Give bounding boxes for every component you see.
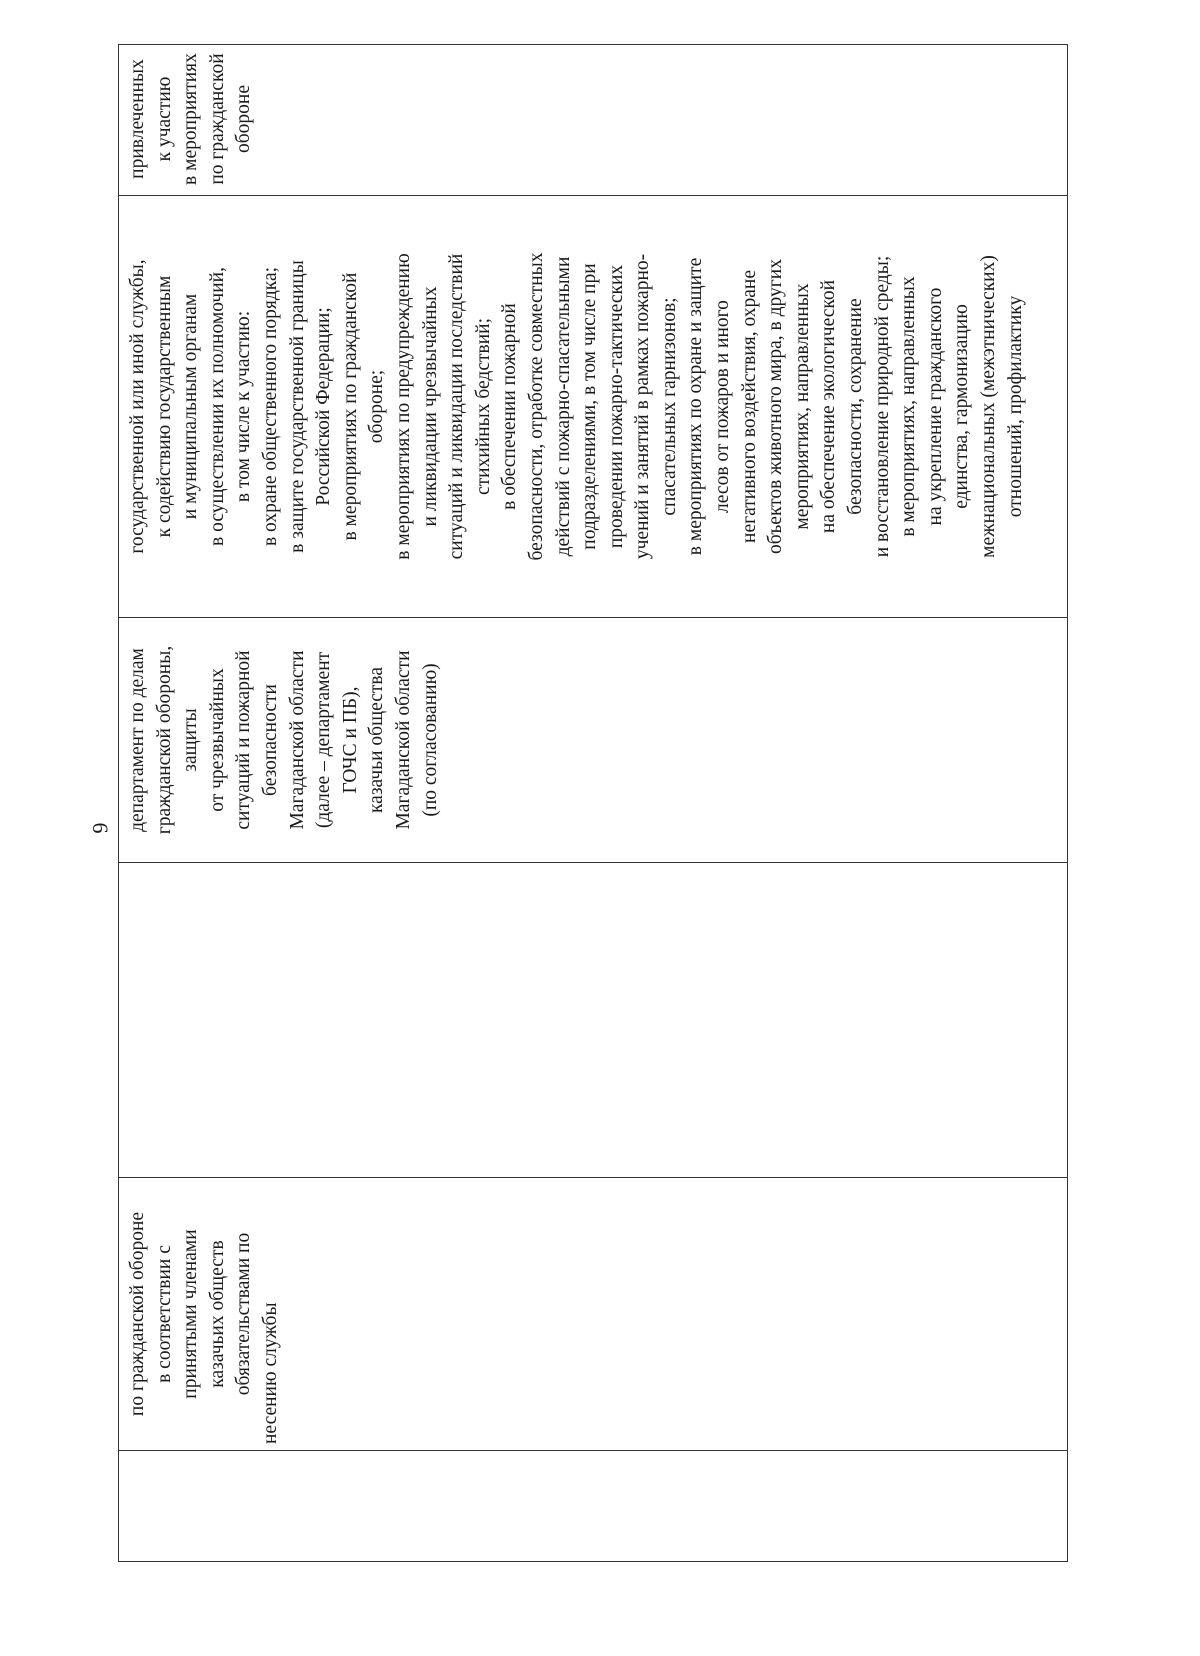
table-cell-line: действий с пожарно-спасательными [552, 256, 574, 557]
table-cell-line: ситуаций и ликвидации последствий [446, 253, 468, 560]
table-cell-line: в мероприятиях по охране и защите [685, 257, 707, 556]
table-cell-line: обязательствами по [233, 1232, 255, 1396]
table-cell-line: защиты [180, 708, 202, 772]
table-cell-line: объектов животного мира, в других [765, 259, 787, 554]
table-cell-line: лесов от пожаров и иного [712, 300, 734, 513]
table-cell-line: ГОЧС и ПБ), [339, 686, 361, 794]
table-cell-line: в том числе к участию: [233, 310, 255, 503]
table-cell-line: Российской Федерации; [313, 307, 335, 506]
table-cell-line: Магаданской области [392, 650, 414, 830]
table-cell-line: на обеспечение экологической [818, 279, 840, 534]
page-number: 6 [88, 822, 113, 834]
table-column-6 [119, 43, 1067, 196]
table-cell-line: по гражданской обороне [127, 1211, 148, 1417]
table-cell-line: в осуществлении их полномочий, [206, 267, 228, 546]
table-cell-line: безопасности, отработке совместных [525, 252, 547, 561]
table-cell-line: негативного воздействия, охране [738, 270, 760, 543]
table-cell-line: от чрезвычайных [206, 668, 228, 812]
table-cell-line: Магаданской области [286, 650, 308, 830]
table-cell-line: и ликвидации чрезвычайных [419, 286, 441, 527]
table-column-5 [119, 196, 1067, 618]
table-cell-line: несению службы [259, 1302, 281, 1444]
table-cell-line: в защите государственной границы [286, 260, 308, 553]
table-column-3 [119, 863, 1067, 1178]
table-cell-line: в мероприятиях по гражданской [339, 272, 361, 541]
rotated-table [118, 44, 1068, 1562]
table-column-2 [119, 1178, 1067, 1451]
table-cell-line: (по согласованию) [419, 663, 441, 817]
table-cell-line: межнациональных (межэтнических) [978, 255, 999, 558]
table-cell-line: к содействию государственным [153, 275, 175, 538]
table-cell-line: государственной или иной службы, [127, 259, 148, 554]
table-cell-line: (далее – департамент [313, 651, 335, 829]
table-cell-line: в мероприятиях [180, 53, 202, 185]
table-column-1 [119, 1451, 1067, 1561]
table-cell-line: безопасности [259, 684, 281, 796]
table-cell-line: департамент по делам [127, 648, 148, 832]
table-cell-line: безопасности, сохранение [845, 298, 867, 515]
table-cell-line: мероприятиях, направленных [791, 283, 813, 530]
table-cell-line: и муниципальным органам [180, 293, 202, 520]
table-cell-line: единства, гармонизацию [951, 304, 973, 509]
table-cell-line: казачьи общества [366, 666, 388, 814]
table-cell-line: стихийных бедствий; [472, 317, 494, 496]
table-cell-line: в обеспечении пожарной [499, 303, 521, 510]
table-cell-line: в соответствии с [153, 1245, 175, 1383]
table-cell-line: спасательных гарнизонов; [658, 297, 680, 516]
table-cell-line: привлеченных [127, 59, 148, 179]
table-cell-line: учений и занятий в рамках пожарно- [632, 253, 654, 560]
table-cell-line: гражданской обороны, [153, 645, 175, 835]
table-cell-line: казачьих обществ [206, 1240, 228, 1388]
table-cell-line: в мероприятиях по предупреждению [392, 253, 414, 560]
table-cell-line: ситуаций и пожарной [233, 650, 255, 830]
table-cell-line: обороне [233, 85, 255, 154]
table-cell-line: на укрепление гражданского [924, 287, 946, 526]
table-cell-line: в охране общественного порядка; [259, 266, 281, 547]
table-cell-line: по гражданской [206, 53, 228, 185]
table-cell-line: к участию [153, 76, 175, 162]
table-column-4 [119, 618, 1067, 863]
table-cell-line: проведении пожарно-тактических [605, 264, 627, 549]
table-cell-line: обороне; [366, 369, 388, 444]
table-cell-line: подразделениями, в том числе при [579, 263, 601, 550]
table-cell-line: принятыми членами [180, 1229, 202, 1399]
table-cell-line: в мероприятиях, направленных [898, 276, 920, 537]
table-cell-line: отношений, профилактику [1004, 295, 1026, 518]
table-cell-line: и восстановление природной среды; [871, 255, 893, 558]
